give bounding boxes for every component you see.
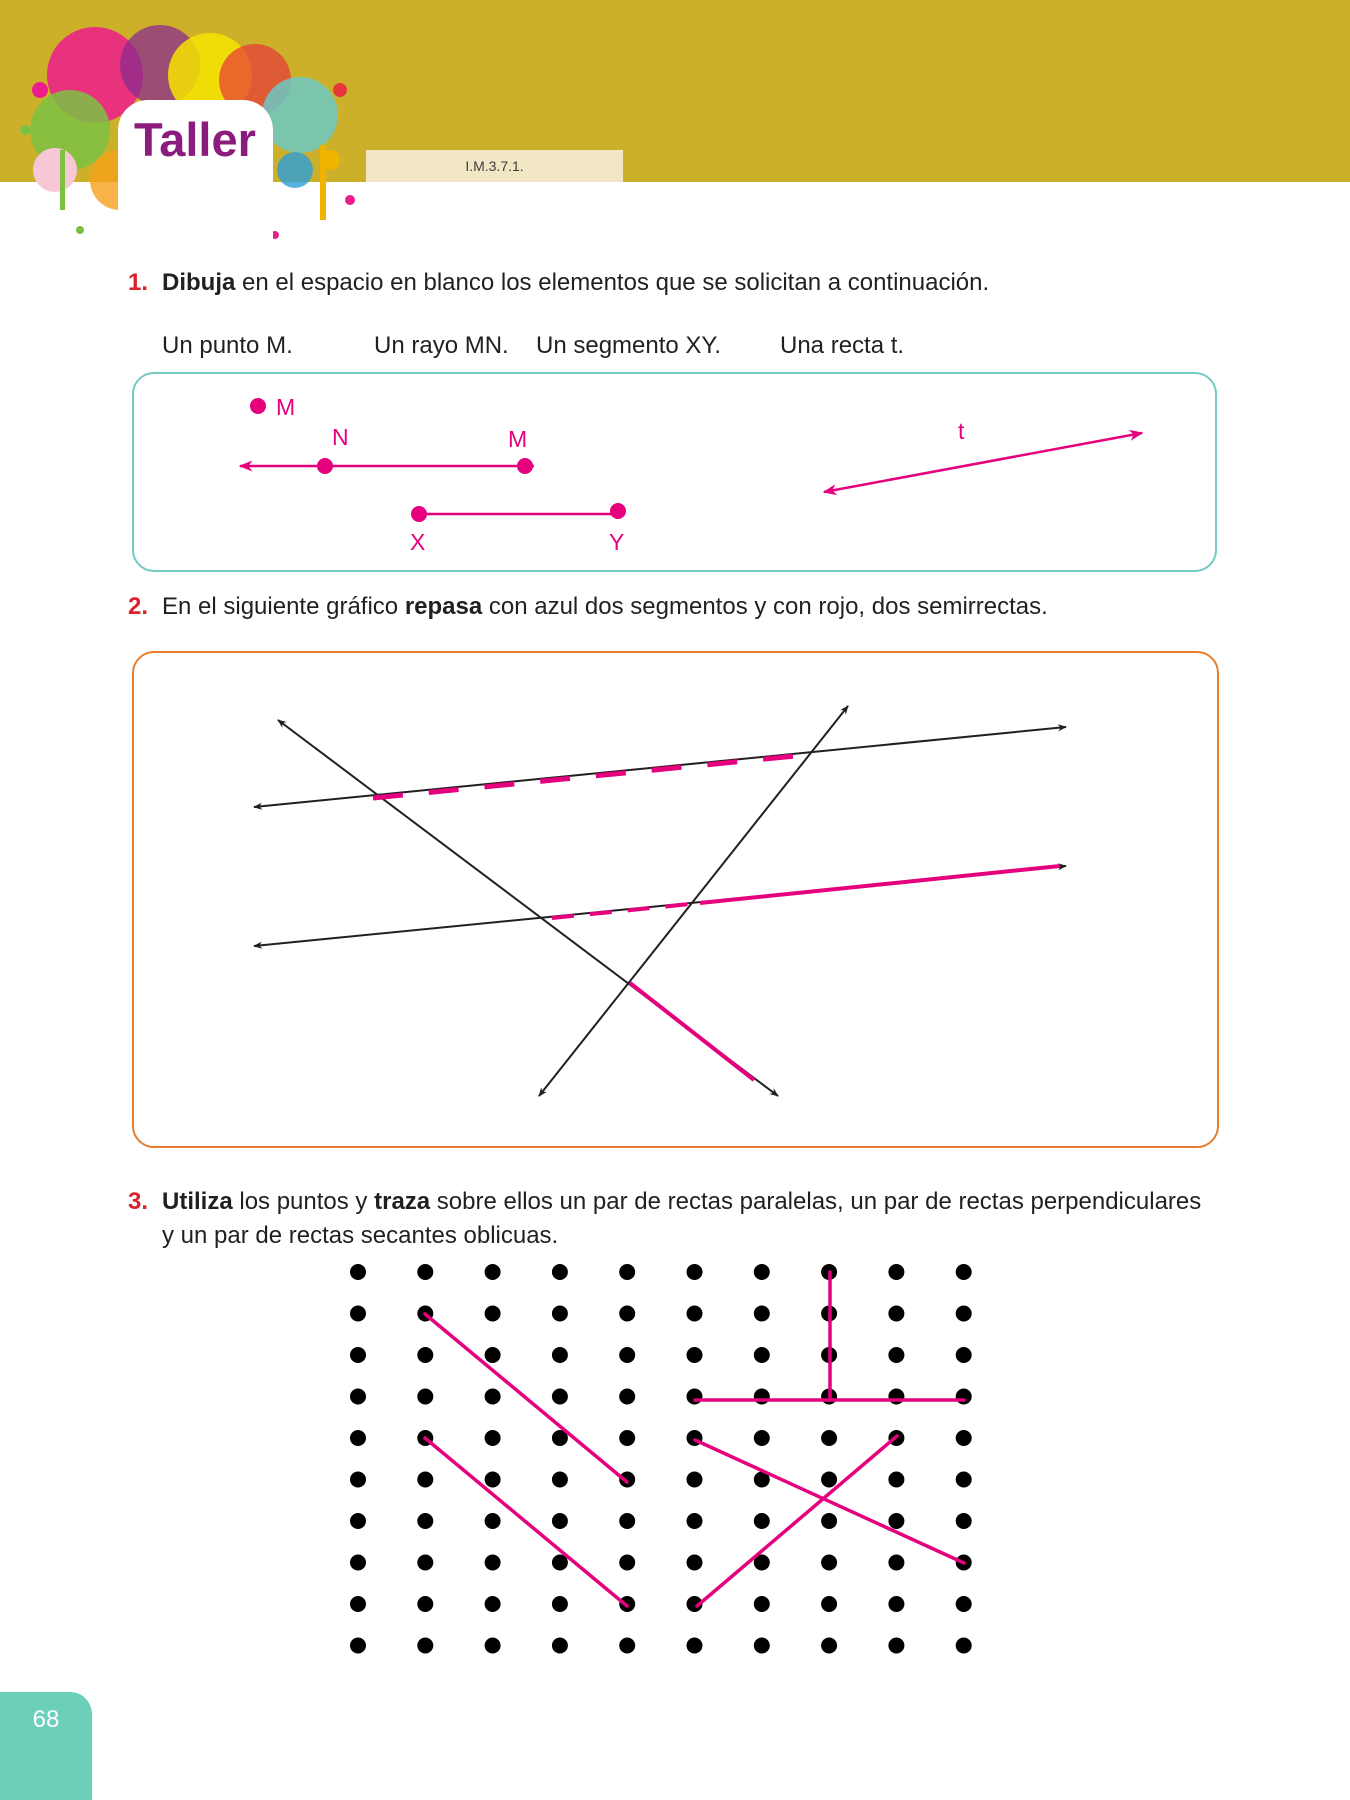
grid-dot xyxy=(485,1472,501,1488)
q1-drawings xyxy=(240,394,1142,555)
grid-dot xyxy=(687,1555,703,1571)
grid-dot xyxy=(888,1389,904,1405)
grid-dot xyxy=(619,1555,635,1571)
grid-dot xyxy=(552,1264,568,1280)
grid-dot xyxy=(687,1306,703,1322)
grid-dot xyxy=(687,1347,703,1363)
grid-dot xyxy=(485,1430,501,1446)
item-ray: Un rayo MN. xyxy=(374,332,509,359)
grid-dot xyxy=(485,1347,501,1363)
grid-dot xyxy=(821,1638,837,1654)
grid-dot xyxy=(956,1638,972,1654)
point-m xyxy=(250,398,266,414)
grid-dot xyxy=(956,1389,972,1405)
parallel-line-2 xyxy=(425,1438,627,1606)
grid-dot xyxy=(350,1472,366,1488)
grid-dot xyxy=(888,1306,904,1322)
grid-dot xyxy=(552,1596,568,1612)
grid-dot xyxy=(821,1555,837,1571)
grid-dot xyxy=(687,1472,703,1488)
grid-dot xyxy=(619,1513,635,1529)
question-3-text-2: sobre ellos un par de rectas paralelas, un par de rectas perpendiculares xyxy=(430,1188,1202,1215)
grid-dot xyxy=(956,1264,972,1280)
grid-dot xyxy=(687,1513,703,1529)
grid-dot xyxy=(350,1264,366,1280)
traced-ray-dashed xyxy=(552,903,700,918)
grid-dot xyxy=(888,1555,904,1571)
grid-dot xyxy=(754,1638,770,1654)
grid-dot xyxy=(417,1347,433,1363)
grid-dot xyxy=(619,1389,635,1405)
grid-dot xyxy=(552,1513,568,1529)
grid-dot xyxy=(485,1264,501,1280)
grid-dot xyxy=(956,1347,972,1363)
point-m-ray xyxy=(517,458,533,474)
point-x xyxy=(411,506,427,522)
grid-dot xyxy=(350,1347,366,1363)
grid-dot xyxy=(417,1638,433,1654)
line-t xyxy=(824,433,1142,492)
grid-dot xyxy=(485,1555,501,1571)
grid-dot xyxy=(754,1596,770,1612)
grid-dot xyxy=(821,1513,837,1529)
grid-dot xyxy=(956,1472,972,1488)
label-t: t xyxy=(958,418,965,444)
grid-dot xyxy=(619,1306,635,1322)
grid-dot xyxy=(552,1638,568,1654)
oblique-line-2 xyxy=(697,1436,897,1606)
question-3-text-3: y un par de rectas secantes oblicuas. xyxy=(162,1222,559,1249)
grid-dot xyxy=(485,1513,501,1529)
grid-dot xyxy=(350,1555,366,1571)
oblique-line-1 xyxy=(695,1440,964,1563)
grid-dot xyxy=(619,1430,635,1446)
q2-drawings xyxy=(254,706,1066,1096)
grid-dot xyxy=(417,1555,433,1571)
traced-ray-solid xyxy=(700,866,1060,903)
grid-dot xyxy=(552,1306,568,1322)
grid-dot xyxy=(754,1513,770,1529)
grid-dot xyxy=(888,1513,904,1529)
question-1-verb: Dibuja xyxy=(162,269,236,296)
label-m-ray: M xyxy=(508,426,528,452)
question-3-text-1: los puntos y xyxy=(232,1188,375,1215)
grid-dot xyxy=(417,1472,433,1488)
grid-dot xyxy=(350,1513,366,1529)
question-2-text-a: En el siguiente gráfico xyxy=(162,593,405,620)
question-1-number: 1. xyxy=(128,269,149,296)
question-2-number: 2. xyxy=(128,593,149,620)
grid-dot xyxy=(754,1430,770,1446)
grid-dot xyxy=(619,1264,635,1280)
traced-segment-solid xyxy=(630,983,754,1080)
point-y xyxy=(610,503,626,519)
grid-dot xyxy=(619,1638,635,1654)
grid-dot xyxy=(552,1472,568,1488)
grid-dot xyxy=(485,1638,501,1654)
item-segment: Un segmento XY. xyxy=(536,332,722,359)
question-1-text: en el espacio en blanco los elementos que se solicitan a continuación. xyxy=(235,269,990,296)
traced-segment-dashed xyxy=(373,756,795,798)
grid-dot xyxy=(687,1389,703,1405)
grid-dot xyxy=(619,1347,635,1363)
grid-dot xyxy=(485,1389,501,1405)
grid-dot xyxy=(888,1472,904,1488)
label-y: Y xyxy=(609,529,625,555)
grid-dot xyxy=(754,1347,770,1363)
grid-dot xyxy=(754,1264,770,1280)
grid-dot xyxy=(350,1596,366,1612)
question-3-number: 3. xyxy=(128,1188,149,1215)
grid-dot xyxy=(350,1638,366,1654)
label-n: N xyxy=(332,424,349,450)
question-2-text-b: con azul dos segmentos y con rojo, dos semirrectas. xyxy=(482,593,1048,620)
grid-dot xyxy=(687,1264,703,1280)
grid-dot xyxy=(417,1389,433,1405)
grid-dot xyxy=(888,1638,904,1654)
dot-grid xyxy=(350,1264,972,1654)
item-point: Un punto M. xyxy=(162,332,293,359)
grid-dot xyxy=(754,1306,770,1322)
grid-dot xyxy=(350,1430,366,1446)
grid-dot xyxy=(821,1430,837,1446)
label-x: X xyxy=(410,529,426,555)
grid-dot xyxy=(417,1264,433,1280)
grid-dot xyxy=(350,1306,366,1322)
grid-dot xyxy=(956,1306,972,1322)
grid-dot xyxy=(754,1389,770,1405)
grid-dot xyxy=(956,1596,972,1612)
grid-dot xyxy=(485,1596,501,1612)
question-2-verb: repasa xyxy=(404,593,483,620)
question-3-verb-2: traza xyxy=(374,1188,431,1215)
indicator-code: I.M.3.7.1. xyxy=(366,150,623,182)
page-number: 68 xyxy=(0,1692,92,1800)
grid-dot xyxy=(687,1638,703,1654)
question-3-verb-1: Utiliza xyxy=(162,1188,233,1215)
grid-dot xyxy=(956,1430,972,1446)
grid-dot xyxy=(888,1596,904,1612)
grid-dot xyxy=(417,1513,433,1529)
point-n xyxy=(317,458,333,474)
label-point-m: M xyxy=(276,394,296,420)
grid-dot xyxy=(417,1596,433,1612)
grid-dot xyxy=(485,1306,501,1322)
grid-dot xyxy=(350,1389,366,1405)
grid-dot xyxy=(821,1472,837,1488)
grid-dot xyxy=(552,1347,568,1363)
parallel-line-1 xyxy=(425,1314,627,1482)
grid-dot xyxy=(888,1264,904,1280)
grid-dot xyxy=(888,1347,904,1363)
page-title: Taller xyxy=(134,113,256,166)
grid-dot xyxy=(821,1596,837,1612)
item-line: Una recta t. xyxy=(780,332,905,359)
grid-dot xyxy=(956,1513,972,1529)
grid-dot xyxy=(552,1389,568,1405)
